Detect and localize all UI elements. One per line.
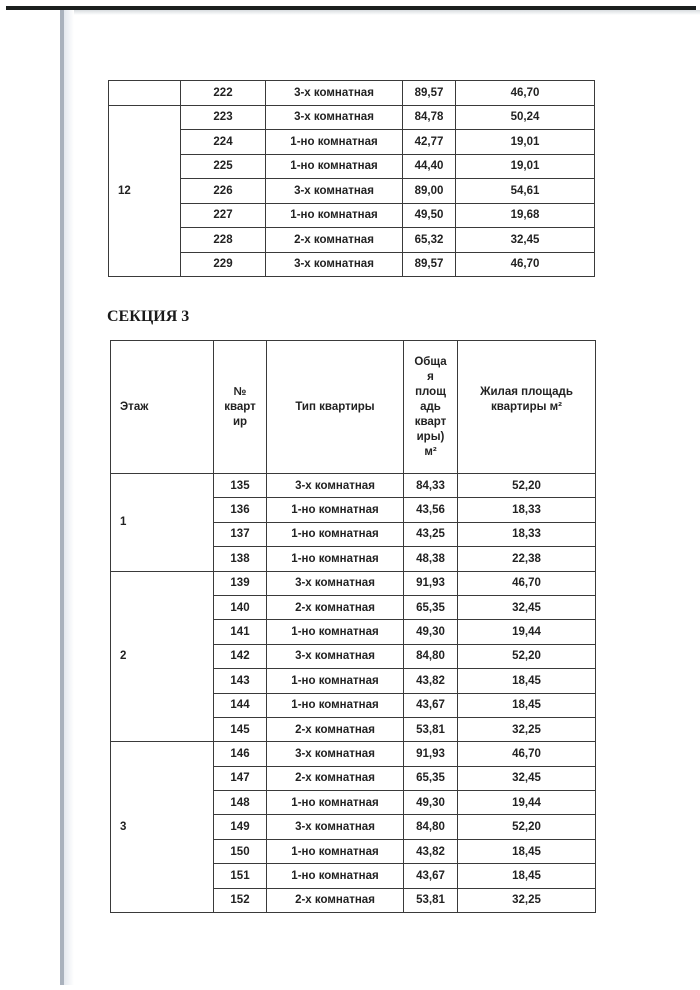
apartment-number-cell: 144: [214, 693, 267, 717]
apartment-type-cell: 3-х комнатная: [266, 179, 403, 204]
total-area-cell: 48,38: [404, 547, 458, 571]
apartment-type-cell: 3-х комнатная: [267, 644, 404, 668]
apartment-number-cell: 143: [214, 669, 267, 693]
apartment-type-cell: 1-но комнатная: [267, 839, 404, 863]
apartment-type-cell: 1-но комнатная: [267, 547, 404, 571]
header-apartment-number: [214, 341, 267, 474]
floor-cell: 3: [111, 742, 214, 913]
apartment-type-cell: 2-х комнатная: [267, 717, 404, 741]
apartment-number-cell: 136: [214, 498, 267, 522]
total-area-cell: 91,93: [404, 742, 458, 766]
living-area-cell: 18,33: [458, 522, 596, 546]
apartment-number-cell: 147: [214, 766, 267, 790]
apartment-number-cell: 227: [181, 203, 266, 228]
header-floor: Этаж: [111, 341, 214, 474]
living-area-cell: 32,45: [458, 595, 596, 619]
apartment-number-cell: 135: [214, 474, 267, 498]
living-area-cell: 32,25: [458, 888, 596, 912]
total-area-cell: 43,25: [404, 522, 458, 546]
living-area-cell: 32,45: [456, 228, 595, 253]
living-area-cell: 18,33: [458, 498, 596, 522]
living-area-cell: 46,70: [456, 252, 595, 277]
total-area-cell: 89,57: [403, 81, 456, 106]
apartment-number-cell: 139: [214, 571, 267, 595]
apartment-type-cell: 1-но комнатная: [267, 693, 404, 717]
apartment-type-cell: 3-х комнатная: [267, 742, 404, 766]
header-apartment-type: Тип квартиры: [267, 341, 404, 474]
table-row: [109, 81, 595, 106]
section-title: СЕКЦИЯ 3: [107, 308, 190, 325]
table-row: [109, 179, 595, 204]
table-row: [111, 742, 596, 766]
living-area-cell: 52,20: [458, 474, 596, 498]
total-area-cell: 43,67: [404, 864, 458, 888]
header-living-area: [458, 341, 596, 474]
apartment-type-cell: 3-х комнатная: [267, 571, 404, 595]
apartment-type-cell: 3-х комнатная: [266, 81, 403, 106]
apartment-type-cell: 1-но комнатная: [267, 864, 404, 888]
living-area-cell: 18,45: [458, 669, 596, 693]
apartment-number-cell: 150: [214, 839, 267, 863]
table-row: [111, 474, 596, 498]
apartment-number-cell: 141: [214, 620, 267, 644]
total-area-cell: 84,80: [404, 644, 458, 668]
table-row: [109, 105, 595, 130]
apartment-number-cell: 149: [214, 815, 267, 839]
living-area-cell: 19,44: [458, 791, 596, 815]
apartment-number-cell: 146: [214, 742, 267, 766]
apartment-number-cell: 138: [214, 547, 267, 571]
apartment-type-cell: 1-но комнатная: [267, 791, 404, 815]
apartment-type-cell: 2-х комнатная: [267, 766, 404, 790]
total-area-cell: 84,33: [404, 474, 458, 498]
total-area-cell: 43,82: [404, 839, 458, 863]
living-area-cell: 46,70: [458, 571, 596, 595]
floor-cell: 1: [111, 474, 214, 572]
living-area-cell: 46,70: [458, 742, 596, 766]
apartment-type-cell: 1-но комнатная: [267, 669, 404, 693]
apartment-number-cell: 228: [181, 228, 266, 253]
apartment-number-cell: 151: [214, 864, 267, 888]
total-area-cell: 44,40: [403, 154, 456, 179]
apartments-table-continued: [108, 80, 595, 277]
apartment-number-cell: 145: [214, 717, 267, 741]
apartment-number-cell: 223: [181, 105, 266, 130]
total-area-cell: 91,93: [404, 571, 458, 595]
apartment-type-cell: 1-но комнатная: [267, 620, 404, 644]
apartment-type-cell: 2-х комнатная: [267, 595, 404, 619]
apartment-number-cell: 224: [181, 130, 266, 155]
apartment-type-cell: 1-но комнатная: [267, 522, 404, 546]
total-area-cell: 43,56: [404, 498, 458, 522]
total-area-cell: 65,35: [404, 766, 458, 790]
total-area-cell: 65,32: [403, 228, 456, 253]
header-apartment-number-text: № кварт ир: [224, 385, 256, 428]
living-area-cell: 18,45: [458, 839, 596, 863]
living-area-cell: 54,61: [456, 179, 595, 204]
floor-cell: [109, 81, 181, 106]
total-area-cell: 43,67: [404, 693, 458, 717]
table-header-row: [111, 341, 596, 474]
total-area-cell: 89,57: [403, 252, 456, 277]
living-area-cell: 18,45: [458, 693, 596, 717]
apartment-number-cell: 222: [181, 81, 266, 106]
living-area-cell: 52,20: [458, 815, 596, 839]
living-area-cell: 22,38: [458, 547, 596, 571]
apartment-number-cell: 229: [181, 252, 266, 277]
total-area-cell: 65,35: [404, 595, 458, 619]
apartment-type-cell: 1-но комнатная: [266, 130, 403, 155]
living-area-cell: 19,01: [456, 130, 595, 155]
apartment-number-cell: 140: [214, 595, 267, 619]
table-row: [111, 571, 596, 595]
living-area-cell: 19,44: [458, 620, 596, 644]
living-area-cell: 32,45: [458, 766, 596, 790]
living-area-cell: 19,01: [456, 154, 595, 179]
living-area-cell: 50,24: [456, 105, 595, 130]
total-area-cell: 49,30: [404, 791, 458, 815]
apartments-table-continued-body: [109, 81, 595, 277]
living-area-cell: 18,45: [458, 864, 596, 888]
total-area-cell: 53,81: [404, 888, 458, 912]
floor-cell: 2: [111, 571, 214, 742]
table-row: [109, 203, 595, 228]
apartment-type-cell: 1-но комнатная: [266, 154, 403, 179]
apartment-type-cell: 3-х комнатная: [266, 252, 403, 277]
total-area-cell: 84,78: [403, 105, 456, 130]
apartment-type-cell: 2-х комнатная: [266, 228, 403, 253]
apartment-type-cell: 3-х комнатная: [267, 474, 404, 498]
apartment-number-cell: 225: [181, 154, 266, 179]
table-row: [109, 228, 595, 253]
apartment-type-cell: 1-но комнатная: [267, 498, 404, 522]
apartment-number-cell: 152: [214, 888, 267, 912]
apartment-type-cell: 1-но комнатная: [266, 203, 403, 228]
section3-apartments-table: [110, 340, 596, 913]
table-row: [109, 130, 595, 155]
apartment-type-cell: 2-х комнатная: [267, 888, 404, 912]
total-area-cell: 49,50: [403, 203, 456, 228]
living-area-cell: 52,20: [458, 644, 596, 668]
apartment-number-cell: 137: [214, 522, 267, 546]
header-total-area-text: Обща я площ адь кварт иры) м²: [414, 355, 447, 458]
total-area-cell: 49,30: [404, 620, 458, 644]
table-row: [109, 154, 595, 179]
apartment-number-cell: 142: [214, 644, 267, 668]
total-area-cell: 84,80: [404, 815, 458, 839]
apartment-number-cell: 148: [214, 791, 267, 815]
living-area-cell: 32,25: [458, 717, 596, 741]
apartment-type-cell: 3-х комнатная: [266, 105, 403, 130]
total-area-cell: 89,00: [403, 179, 456, 204]
header-total-area: [404, 341, 458, 474]
total-area-cell: 43,82: [404, 669, 458, 693]
table-row: [109, 252, 595, 277]
apartment-type-cell: 3-х комнатная: [267, 815, 404, 839]
total-area-cell: 53,81: [404, 717, 458, 741]
total-area-cell: 42,77: [403, 130, 456, 155]
section3-apartments-table-body: [111, 474, 596, 913]
living-area-cell: 19,68: [456, 203, 595, 228]
header-living-area-text: Жилая площадь квартиры м²: [480, 386, 573, 413]
apartment-number-cell: 226: [181, 179, 266, 204]
floor-cell: 12: [109, 105, 181, 277]
living-area-cell: 46,70: [456, 81, 595, 106]
